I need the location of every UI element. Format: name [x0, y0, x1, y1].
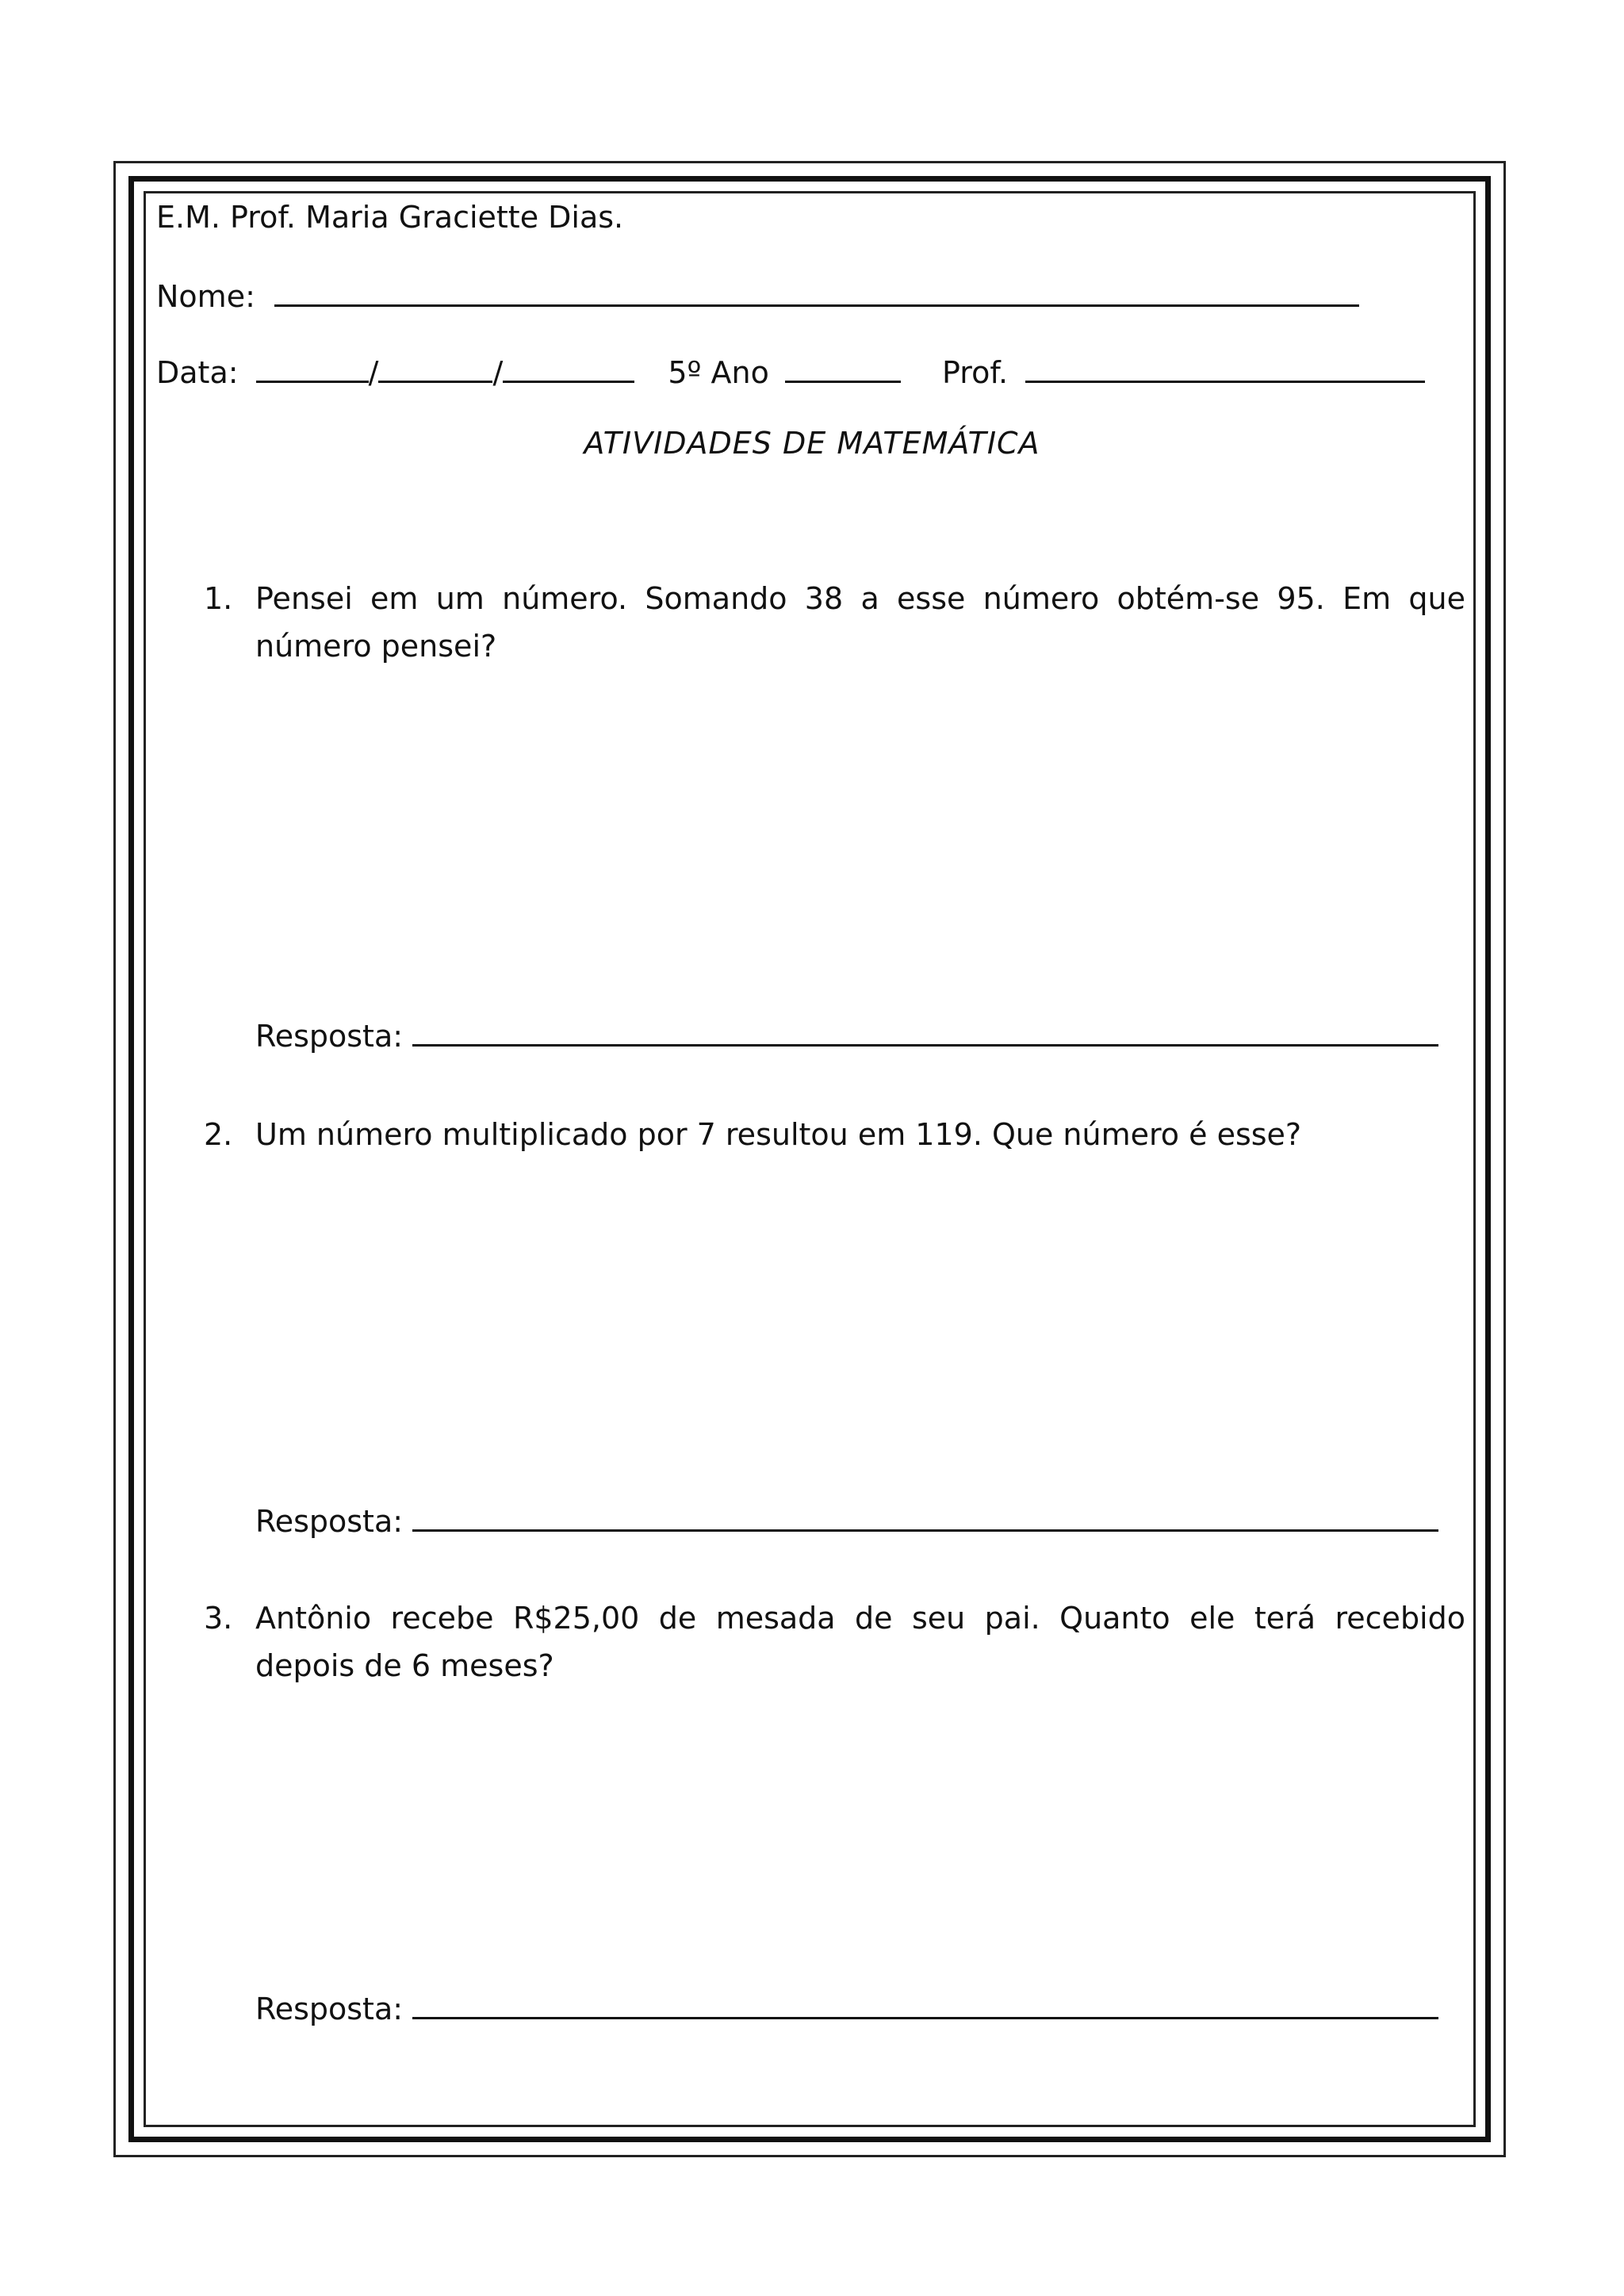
- question-number: 3.: [204, 1601, 233, 1636]
- question-text: Pensei em um número. Somando 38 a esse número obtém-se 95. Em que número pensei?: [255, 581, 1465, 664]
- answer-row: [255, 1988, 1438, 2028]
- teacher-label: Prof.: [942, 355, 1009, 390]
- name-row: [156, 276, 1359, 316]
- page-border-inner: [144, 191, 1476, 2127]
- date-year-field[interactable]: [503, 352, 634, 383]
- answer-field[interactable]: [412, 1016, 1438, 1047]
- answer-field[interactable]: [412, 1988, 1438, 2019]
- answer-label: Resposta:: [255, 1504, 404, 1539]
- question-number: 1.: [204, 581, 233, 616]
- date-day-field[interactable]: [256, 352, 369, 383]
- question-text: Antônio recebe R$25,00 de mesada de seu pai. Quanto ele terá recebido depois de 6 meses?: [255, 1601, 1465, 1683]
- answer-row: [255, 1501, 1438, 1540]
- answer-field[interactable]: [412, 1501, 1438, 1532]
- answer-row: [255, 1016, 1438, 1055]
- date-row: [156, 352, 1425, 392]
- grade-class-field[interactable]: [785, 352, 901, 383]
- date-separator: /: [492, 355, 504, 390]
- question-number: 2.: [204, 1117, 233, 1152]
- grade-label: 5º Ano: [668, 355, 769, 390]
- teacher-field[interactable]: [1025, 352, 1425, 383]
- answer-label: Resposta:: [255, 1992, 404, 2026]
- school-name: E.M. Prof. Maria Graciette Dias.: [156, 200, 624, 235]
- answer-label: Resposta:: [255, 1019, 404, 1054]
- name-label: Nome:: [156, 279, 255, 314]
- date-month-field[interactable]: [378, 352, 492, 383]
- date-separator: /: [368, 355, 379, 390]
- worksheet-title: ATIVIDADES DE MATEMÁTICA: [584, 426, 1040, 461]
- name-field[interactable]: [274, 276, 1359, 307]
- question-text: Um número multiplicado por 7 resultou em 119. Que número é esse?: [255, 1117, 1302, 1152]
- date-label: Data:: [156, 355, 239, 390]
